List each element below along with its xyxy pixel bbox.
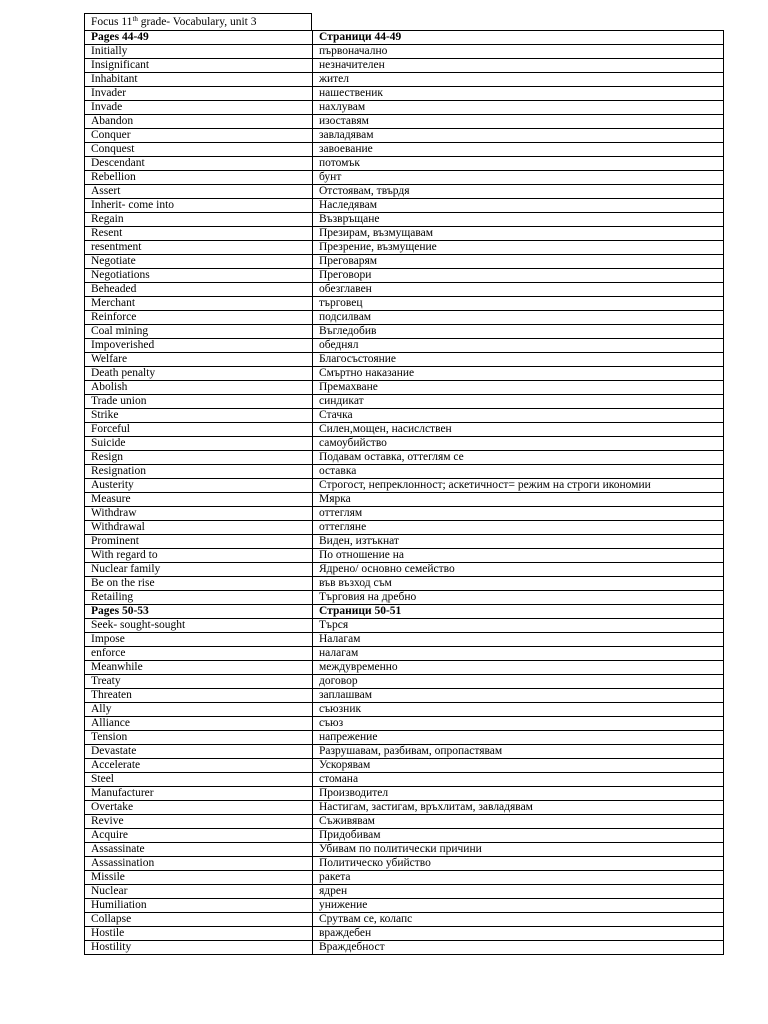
english-term: Prominent [85, 535, 313, 549]
english-term: Resign [85, 451, 313, 465]
english-term: Withdraw [85, 507, 313, 521]
bulgarian-translation: Наследявам [313, 199, 724, 213]
english-term: Impose [85, 633, 313, 647]
bulgarian-translation: Презрение, възмущение [313, 241, 724, 255]
bulgarian-translation: Благосъстояние [313, 353, 724, 367]
vocabulary-row [85, 297, 724, 311]
bulgarian-translation: завоевание [313, 143, 724, 157]
english-term: Beheaded [85, 283, 313, 297]
english-term: Conquest [85, 143, 313, 157]
vocabulary-row [85, 675, 724, 689]
bulgarian-translation: съюз [313, 717, 724, 731]
english-term: Revive [85, 815, 313, 829]
vocabulary-row [85, 815, 724, 829]
english-term: Abandon [85, 115, 313, 129]
bulgarian-translation: враждебен [313, 927, 724, 941]
bulgarian-translation: Виден, изтъкнат [313, 535, 724, 549]
english-term: Accelerate [85, 759, 313, 773]
vocabulary-row [85, 423, 724, 437]
english-term: Invader [85, 87, 313, 101]
vocabulary-row [85, 759, 724, 773]
vocabulary-row [85, 913, 724, 927]
bulgarian-translation: Разрушавам, разбивам, опропастявам [313, 745, 724, 759]
bulgarian-translation: заплашвам [313, 689, 724, 703]
english-term: Collapse [85, 913, 313, 927]
vocabulary-row [85, 899, 724, 913]
bulgarian-translation: унижение [313, 899, 724, 913]
english-term: Insignificant [85, 59, 313, 73]
title-text-rest: grade- Vocabulary, unit 3 [137, 16, 257, 28]
english-term: Tension [85, 731, 313, 745]
vocabulary-row [85, 311, 724, 325]
english-term: Nuclear family [85, 563, 313, 577]
bulgarian-translation: синдикат [313, 395, 724, 409]
english-term: Humiliation [85, 899, 313, 913]
english-term: enforce [85, 647, 313, 661]
title-superscript: th [132, 15, 138, 23]
vocabulary-table-body [85, 31, 724, 955]
english-term: Welfare [85, 353, 313, 367]
document-title [84, 13, 312, 30]
vocabulary-row [85, 927, 724, 941]
english-term: Seek- sought-sought [85, 619, 313, 633]
section-heading-english: Pages 50-53 [85, 605, 313, 619]
bulgarian-translation: потомък [313, 157, 724, 171]
bulgarian-translation: завладявам [313, 129, 724, 143]
english-term: Assassinate [85, 843, 313, 857]
bulgarian-translation: Търся [313, 619, 724, 633]
vocabulary-row [85, 773, 724, 787]
vocabulary-row [85, 745, 724, 759]
vocabulary-row [85, 857, 724, 871]
english-term: resentment [85, 241, 313, 255]
vocabulary-row [85, 171, 724, 185]
bulgarian-translation: незначителен [313, 59, 724, 73]
vocabulary-row [85, 633, 724, 647]
vocabulary-row [85, 227, 724, 241]
vocabulary-row [85, 339, 724, 353]
english-term: Manufacturer [85, 787, 313, 801]
bulgarian-translation: нашественик [313, 87, 724, 101]
vocabulary-row [85, 185, 724, 199]
vocabulary-row [85, 507, 724, 521]
vocabulary-row [85, 437, 724, 451]
bulgarian-translation: ядрен [313, 885, 724, 899]
title-text: Focus 11 [91, 16, 133, 28]
vocabulary-row [85, 325, 724, 339]
english-term: Trade union [85, 395, 313, 409]
vocabulary-row [85, 885, 724, 899]
section-heading-bulgarian: Страници 50-51 [313, 605, 724, 619]
bulgarian-translation: Съживявам [313, 815, 724, 829]
section-heading-english: Pages 44-49 [85, 31, 313, 45]
bulgarian-translation: Убивам по политически причини [313, 843, 724, 857]
english-term: Steel [85, 773, 313, 787]
english-term: Treaty [85, 675, 313, 689]
english-term: Rebellion [85, 171, 313, 185]
section-heading-bulgarian: Страници 44-49 [313, 31, 724, 45]
bulgarian-translation: Налагам [313, 633, 724, 647]
bulgarian-translation: Възвръщане [313, 213, 724, 227]
bulgarian-translation: Срутвам се, колапс [313, 913, 724, 927]
vocabulary-row [85, 101, 724, 115]
vocabulary-row [85, 661, 724, 675]
vocabulary-row [85, 619, 724, 633]
english-term: Inhabitant [85, 73, 313, 87]
bulgarian-translation: Смъртно наказание [313, 367, 724, 381]
vocabulary-row [85, 395, 724, 409]
english-term: Death penalty [85, 367, 313, 381]
vocabulary-row [85, 199, 724, 213]
english-term: Nuclear [85, 885, 313, 899]
bulgarian-translation: По отношение на [313, 549, 724, 563]
bulgarian-translation: Силен,мощен, насислствен [313, 423, 724, 437]
bulgarian-translation: договор [313, 675, 724, 689]
section-heading-row [85, 31, 724, 45]
bulgarian-translation: Ядрено/ основно семейство [313, 563, 724, 577]
vocabulary-row [85, 255, 724, 269]
bulgarian-translation: Премахване [313, 381, 724, 395]
vocabulary-row [85, 941, 724, 955]
english-term: Austerity [85, 479, 313, 493]
bulgarian-translation: Ускорявам [313, 759, 724, 773]
english-term: With regard to [85, 549, 313, 563]
english-term: Meanwhile [85, 661, 313, 675]
vocabulary-row [85, 283, 724, 297]
bulgarian-translation: Строгост, непреклонност; аскетичност= режим на строги икономии [313, 479, 724, 493]
english-term: Negotiate [85, 255, 313, 269]
bulgarian-translation: Враждебност [313, 941, 724, 955]
english-term: Resignation [85, 465, 313, 479]
vocabulary-row [85, 591, 724, 605]
english-term: Hostility [85, 941, 313, 955]
bulgarian-translation: нахлувам [313, 101, 724, 115]
english-term: Be on the rise [85, 577, 313, 591]
english-term: Regain [85, 213, 313, 227]
vocabulary-row [85, 731, 724, 745]
vocabulary-row [85, 829, 724, 843]
vocabulary-row [85, 843, 724, 857]
english-term: Negotiations [85, 269, 313, 283]
english-term: Forceful [85, 423, 313, 437]
vocabulary-row [85, 381, 724, 395]
bulgarian-translation: Стачка [313, 409, 724, 423]
bulgarian-translation: Подавам оставка, оттеглям се [313, 451, 724, 465]
english-term: Descendant [85, 157, 313, 171]
english-term: Resent [85, 227, 313, 241]
vocabulary-row [85, 213, 724, 227]
bulgarian-translation: самоубийство [313, 437, 724, 451]
vocabulary-row [85, 353, 724, 367]
english-term: Strike [85, 409, 313, 423]
vocabulary-row [85, 87, 724, 101]
bulgarian-translation: обеднял [313, 339, 724, 353]
vocabulary-row [85, 241, 724, 255]
bulgarian-translation: оттеглям [313, 507, 724, 521]
vocabulary-row [85, 157, 724, 171]
english-term: Invade [85, 101, 313, 115]
vocabulary-row [85, 479, 724, 493]
vocabulary-row [85, 521, 724, 535]
bulgarian-translation: оттегляне [313, 521, 724, 535]
english-term: Assassination [85, 857, 313, 871]
bulgarian-translation: оставка [313, 465, 724, 479]
vocabulary-row [85, 535, 724, 549]
bulgarian-translation: Търговия на дребно [313, 591, 724, 605]
bulgarian-translation: подсилвам [313, 311, 724, 325]
vocabulary-row [85, 409, 724, 423]
bulgarian-translation: бунт [313, 171, 724, 185]
english-term: Initially [85, 45, 313, 59]
vocabulary-row [85, 689, 724, 703]
vocabulary-row [85, 493, 724, 507]
english-term: Retailing [85, 591, 313, 605]
english-term: Conquer [85, 129, 313, 143]
bulgarian-translation: Презирам, възмущавам [313, 227, 724, 241]
vocabulary-row [85, 465, 724, 479]
vocabulary-row [85, 801, 724, 815]
english-term: Assert [85, 185, 313, 199]
bulgarian-translation: ракета [313, 871, 724, 885]
vocabulary-row [85, 549, 724, 563]
bulgarian-translation: обезглавен [313, 283, 724, 297]
vocabulary-row [85, 563, 724, 577]
bulgarian-translation: Производител [313, 787, 724, 801]
english-term: Threaten [85, 689, 313, 703]
bulgarian-translation: първоначално [313, 45, 724, 59]
english-term: Measure [85, 493, 313, 507]
english-term: Reinforce [85, 311, 313, 325]
bulgarian-translation: Отстоявам, твърдя [313, 185, 724, 199]
bulgarian-translation: Преговарям [313, 255, 724, 269]
vocabulary-row [85, 143, 724, 157]
vocabulary-row [85, 703, 724, 717]
bulgarian-translation: стомана [313, 773, 724, 787]
vocabulary-row [85, 269, 724, 283]
bulgarian-translation: Преговори [313, 269, 724, 283]
bulgarian-translation: налагам [313, 647, 724, 661]
bulgarian-translation: Настигам, застигам, връхлитам, завладявам [313, 801, 724, 815]
vocabulary-table [84, 30, 724, 955]
english-term: Hostile [85, 927, 313, 941]
bulgarian-translation: междувременно [313, 661, 724, 675]
english-term: Coal mining [85, 325, 313, 339]
english-term: Merchant [85, 297, 313, 311]
bulgarian-translation: съюзник [313, 703, 724, 717]
english-term: Missile [85, 871, 313, 885]
bulgarian-translation: търговец [313, 297, 724, 311]
english-term: Alliance [85, 717, 313, 731]
vocabulary-row [85, 129, 724, 143]
bulgarian-translation: напрежение [313, 731, 724, 745]
english-term: Abolish [85, 381, 313, 395]
bulgarian-translation: Въгледобив [313, 325, 724, 339]
vocabulary-row [85, 787, 724, 801]
english-term: Inherit- come into [85, 199, 313, 213]
bulgarian-translation: Политическо убийство [313, 857, 724, 871]
vocabulary-row [85, 451, 724, 465]
vocabulary-row [85, 647, 724, 661]
bulgarian-translation: жител [313, 73, 724, 87]
english-term: Suicide [85, 437, 313, 451]
section-heading-row [85, 605, 724, 619]
vocabulary-row [85, 577, 724, 591]
english-term: Ally [85, 703, 313, 717]
vocabulary-row [85, 59, 724, 73]
vocabulary-row [85, 717, 724, 731]
vocabulary-row [85, 871, 724, 885]
bulgarian-translation: във възход съм [313, 577, 724, 591]
vocabulary-row [85, 45, 724, 59]
english-term: Overtake [85, 801, 313, 815]
vocabulary-row [85, 115, 724, 129]
bulgarian-translation: Мярка [313, 493, 724, 507]
english-term: Withdrawal [85, 521, 313, 535]
bulgarian-translation: Придобивам [313, 829, 724, 843]
english-term: Impoverished [85, 339, 313, 353]
bulgarian-translation: изоставям [313, 115, 724, 129]
english-term: Acquire [85, 829, 313, 843]
vocabulary-row [85, 73, 724, 87]
english-term: Devastate [85, 745, 313, 759]
vocabulary-row [85, 367, 724, 381]
